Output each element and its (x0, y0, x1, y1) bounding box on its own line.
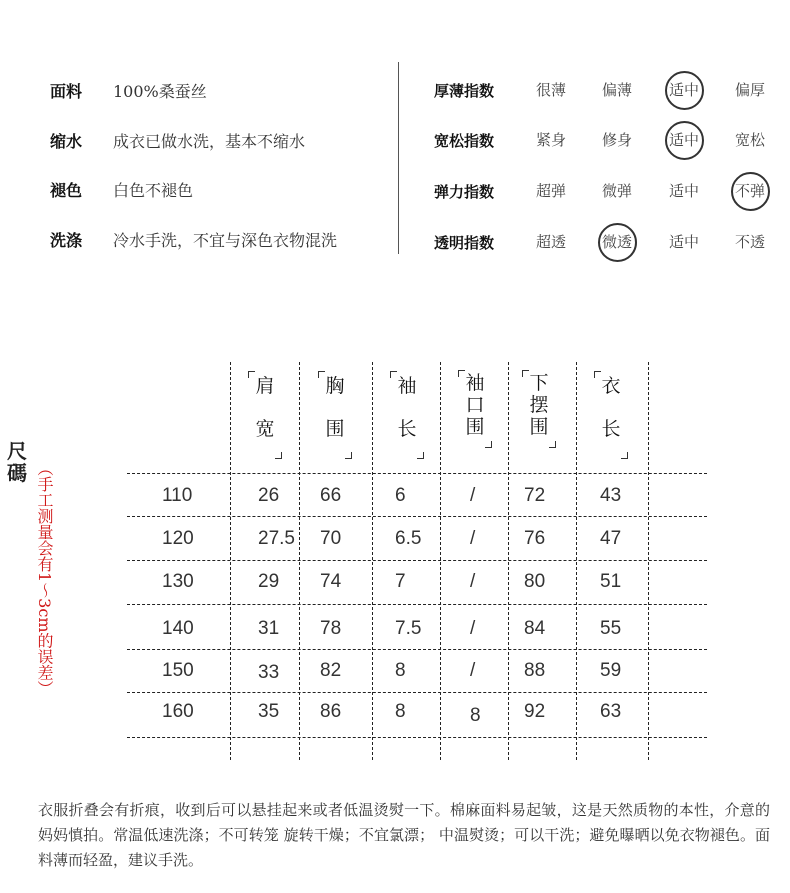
value-cell: 82 (320, 660, 342, 681)
size-cell: 130 (162, 571, 194, 592)
column-header-length: 衣 长 (588, 365, 634, 451)
index-option: 超透 (535, 233, 566, 251)
size-cell: 150 (162, 660, 194, 681)
info-row-fade (50, 174, 193, 204)
value-cell: 47 (600, 528, 622, 549)
value-cell: 80 (524, 571, 546, 592)
value-cell: 8 (470, 705, 481, 726)
size-cell: 110 (162, 485, 193, 506)
index-row-elasticity (434, 176, 790, 206)
info-row-shrink (50, 125, 305, 155)
size-cell: 120 (162, 528, 194, 549)
table-vline (230, 362, 231, 760)
index-option: 偏薄 (601, 81, 632, 99)
index-option-selected: 不弹 (725, 176, 775, 206)
index-option: 不透 (734, 233, 765, 251)
value-cell: 55 (600, 618, 622, 639)
value-cell: 27.5 (258, 528, 295, 549)
section-divider (398, 62, 399, 254)
info-value: 成衣已做水洗，基本不缩水 (113, 131, 306, 151)
value-cell: 51 (600, 571, 622, 592)
index-label: 厚薄指数 (434, 81, 495, 100)
info-value: 白色不褪色 (113, 180, 194, 200)
value-cell: 63 (600, 701, 622, 722)
index-option: 很薄 (535, 81, 566, 99)
table-hline (127, 604, 707, 605)
table-hline (127, 649, 707, 650)
index-option-selected: 适中 (659, 125, 709, 155)
value-cell: 8 (395, 701, 406, 722)
table-hline (127, 473, 707, 474)
info-value: 冷水手洗，不宜与深色衣物混洗 (113, 230, 338, 250)
info-key: 面料 (50, 81, 83, 101)
value-cell: / (470, 528, 476, 549)
table-vline (508, 362, 509, 760)
table-hline (127, 560, 707, 561)
index-option-selected: 微透 (592, 227, 642, 257)
info-key: 褪色 (50, 180, 83, 200)
index-label: 透明指数 (434, 233, 495, 252)
index-label: 宽松指数 (434, 131, 495, 150)
value-cell: 72 (524, 485, 546, 506)
column-header-sleeve: 袖 长 (384, 365, 430, 451)
value-cell: 6.5 (395, 528, 422, 549)
value-cell: 84 (524, 618, 546, 639)
info-row-wash (50, 224, 337, 254)
info-row-fabric (50, 75, 207, 105)
index-option: 修身 (601, 131, 632, 149)
value-cell: / (470, 618, 476, 639)
index-option-selected: 适中 (659, 75, 709, 105)
value-cell: / (470, 660, 476, 681)
care-instructions: 衣服折叠会有折痕，收到后可以悬挂起来或者低温烫熨一下。棉麻面料易起皱，这是天然质物的本性，介意的妈妈慎拍。常温低速洗涤；不可转笼 旋转干燥；不宜氯漂； 中温熨烫；可以干洗；避免曝晒以免衣物褪色。面料薄而轻盈，建议手洗。 (38, 801, 770, 869)
value-cell: 29 (258, 571, 280, 592)
value-cell: 6 (395, 485, 406, 506)
table-vline (299, 362, 300, 760)
table-vline (576, 362, 577, 760)
index-label: 弹力指数 (434, 182, 495, 201)
column-header-hem: 下 摆 围 (516, 372, 562, 438)
value-cell: 86 (320, 701, 342, 722)
value-cell: 7.5 (395, 618, 422, 639)
index-row-thickness (434, 75, 790, 105)
table-vline (440, 362, 441, 760)
info-value: 100%桑蚕丝 (113, 81, 207, 101)
table-hline (127, 692, 707, 693)
index-option: 适中 (668, 182, 699, 200)
index-option: 宽松 (734, 131, 765, 149)
value-cell: / (470, 571, 476, 592)
index-row-fit (434, 125, 790, 155)
value-cell: / (470, 485, 476, 506)
measurement-note: （手工测量会有1～3cm的误差） (35, 460, 54, 697)
value-cell: 66 (320, 485, 342, 506)
info-key: 缩水 (50, 131, 83, 151)
value-cell: 35 (258, 701, 280, 722)
value-cell: 78 (320, 618, 342, 639)
info-key: 洗涤 (50, 230, 83, 250)
column-header-shoulder: 肩 宽 (242, 365, 288, 451)
column-header-cuff: 袖 口 围 (452, 372, 498, 438)
size-cell: 140 (162, 618, 194, 639)
index-option: 微弹 (601, 182, 632, 200)
table-hline (127, 516, 707, 517)
value-cell: 59 (600, 660, 622, 681)
table-hline (127, 737, 707, 738)
index-row-transparency (434, 227, 790, 257)
column-header-chest: 胸 围 (312, 365, 358, 451)
value-cell: 70 (320, 528, 342, 549)
value-cell: 43 (600, 485, 622, 506)
index-option: 适中 (668, 233, 699, 251)
index-option: 偏厚 (734, 81, 765, 99)
value-cell: 26 (258, 485, 280, 506)
value-cell: 88 (524, 660, 546, 681)
value-cell: 31 (258, 618, 280, 639)
size-side-label: 尺碼 (7, 439, 27, 485)
table-vline (648, 362, 649, 760)
value-cell: 76 (524, 528, 546, 549)
value-cell: 7 (395, 571, 406, 592)
value-cell: 33 (258, 662, 280, 683)
index-option: 紧身 (535, 131, 566, 149)
index-option: 超弹 (535, 182, 566, 200)
value-cell: 8 (395, 660, 406, 681)
table-vline (372, 362, 373, 760)
size-cell: 160 (162, 701, 194, 722)
value-cell: 92 (524, 701, 546, 722)
value-cell: 74 (320, 571, 342, 592)
